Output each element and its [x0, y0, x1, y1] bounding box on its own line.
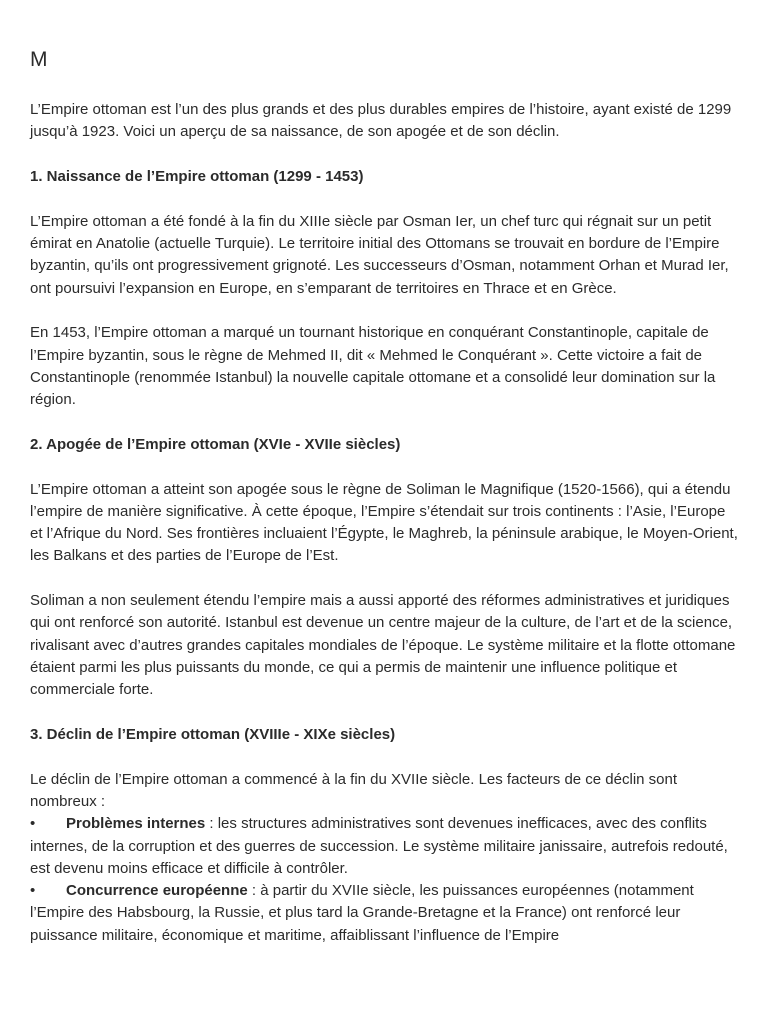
list-item	[30, 813, 742, 880]
section-heading-declin: 3. Déclin de l’Empire ottoman (XVIIIe - XIXe siècles)	[30, 725, 396, 743]
bullet-term: Concurrence européenne	[66, 882, 248, 900]
declin-list-block	[30, 769, 742, 947]
paragraph-apogee-1: L’Empire ottoman a atteint son apogée sous le règne de Soliman le Magnifique (1520-1566), qui a étendu l’empire de manière significative. À cette époque, l’Empire s’étendait sur trois continents : l’Asie, l’Europe et l’Afrique du Nord. Ses frontières incluaient l’Égypte, le Maghreb, la péninsule arabique, le Moyen-Orient, les Balkans et des parties de l’Europe de l’Est.	[30, 480, 738, 565]
document-body	[30, 99, 742, 947]
page-title: M	[30, 48, 48, 71]
paragraph-declin-lead: Le déclin de l’Empire ottoman a commencé à la fin du XVIIe siècle. Les facteurs de ce déclin sont nombreux :	[30, 770, 678, 810]
intro-paragraph: L’Empire ottoman est l’un des plus grands et des plus durables empires de l’histoire, ayant existé de 1299 jusqu’à 1923. Voici un aperçu de sa naissance, de son apogée et de son déclin.	[30, 101, 732, 141]
bullet-text: : les structures administratives sont devenues inefficaces, avec des conflits internes, de la corruption et des guerres de succession. Le système militaire janissaire, autrefois redouté, est devenu moins efficace et difficile à contrôler.	[30, 815, 728, 877]
bullet-marker: •	[30, 882, 36, 900]
section-heading-naissance: 1. Naissance de l’Empire ottoman (1299 - 1453)	[30, 167, 364, 185]
paragraph-naissance-2: En 1453, l’Empire ottoman a marqué un tournant historique en conquérant Constantinople, capitale de l’Empire byzantin, sous le règne de Mehmed II, dit « Mehmed le Conquérant ». Cette victoire a fait de Constantinople (renommée Istanbul) la nouvelle capitale ottomane et a consolidé leur domination sur la région.	[30, 324, 716, 409]
bullet-marker: •	[30, 815, 36, 833]
section-heading-apogee: 2. Apogée de l’Empire ottoman (XVIe - XVIIe siècles)	[30, 435, 401, 453]
bullet-text: : à partir du XVIIe siècle, les puissances européennes (notamment l’Empire des Habsbourg, la Russie, et plus tard la Grande-Bretagne et la France) ont renforcé leur puissance militaire, économique et maritime, affaiblissant l’influence de l’Empire	[30, 882, 694, 944]
list-item	[30, 880, 742, 947]
paragraph-naissance-1: L’Empire ottoman a été fondé à la fin du XIIIe siècle par Osman Ier, un chef turc qui régnait sur un petit émirat en Anatolie (actuelle Turquie). Le territoire initial des Ottomans se trouvait en bordure de l’Empire byzantin, qu’ils ont progressivement grignoté. Les successeurs d’Osman, notamment Orhan et Murad Ier, ont poursuivi l’expansion en Europe, en s’emparant de territoires en Thrace et en Grèce.	[30, 212, 729, 297]
paragraph-apogee-2: Soliman a non seulement étendu l’empire mais a aussi apporté des réformes administratives et juridiques qui ont renforcé son autorité. Istanbul est devenue un centre majeur de la culture, de l’art et de la science, rivalisant avec d’autres grandes capitales mondiales de l’époque. Le système militaire et la flotte ottomane étaient parmi les plus puissants du monde, ce qui a permis de maintenir une influence politique et commerciale forte.	[30, 592, 736, 699]
bullet-term: Problèmes internes	[66, 815, 206, 833]
